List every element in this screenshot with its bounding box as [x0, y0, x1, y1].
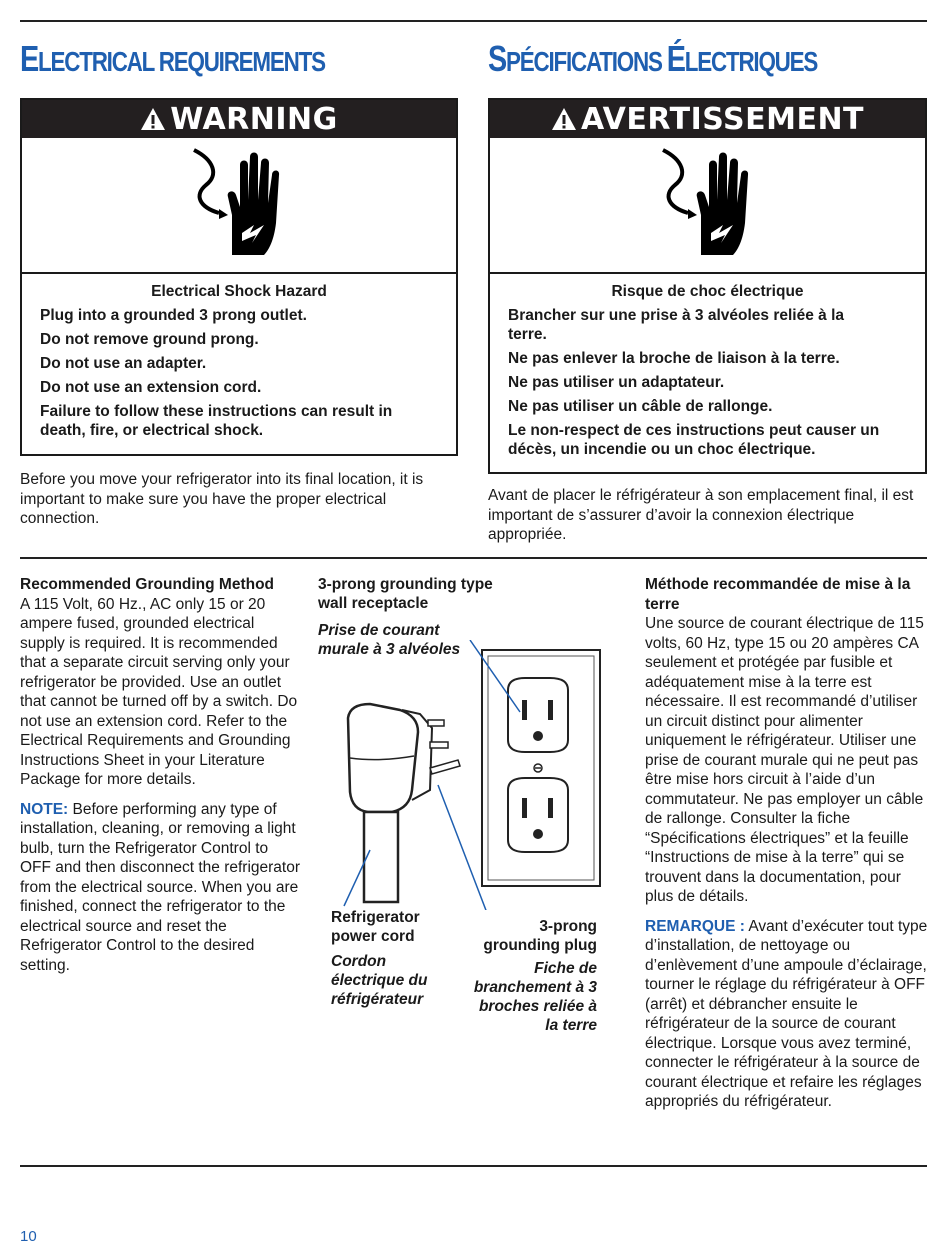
note-label: REMARQUE :: [645, 917, 745, 935]
top-rule: [20, 20, 927, 22]
french-title: SPÉCIFICATIONS ÉLECTRIQUES: [488, 38, 818, 79]
receptacle-label-fr: Prise de courant murale à 3 alvéoles: [318, 622, 461, 658]
method-heading: Recommended Grounding Method: [20, 576, 275, 593]
hazard-illustration: [22, 138, 456, 274]
warning-box-english: [20, 98, 458, 456]
middle-rule: [20, 557, 927, 559]
lower-outlet: [508, 778, 568, 852]
warning-line: Brancher sur une prise à 3 alvéoles reliée à la terre.: [508, 307, 845, 343]
intro-french: Avant de placer le réfrigérateur à son emplacement final, il est important de s’assurer d’avoir la connexion électrique appropriée.: [488, 487, 914, 543]
cord-label-en: Refrigerator power cord: [331, 909, 420, 945]
electric-shock-hand-icon: [184, 145, 294, 265]
bottom-rule: [20, 1165, 927, 1167]
warning-box-french: [488, 98, 927, 474]
warning-line: Do not use an extension cord.: [40, 379, 262, 396]
plug-and-receptacle-illustration: [330, 640, 610, 910]
plug-label-fr: Fiche de branchement à 3 broches reliée à la terre: [473, 960, 597, 1034]
warning-line: Ne pas utiliser un câble de rallonge.: [508, 398, 773, 415]
warning-line: Le non-respect de ces instructions peut causer un décès, un incendie ou un choc électrique.: [508, 422, 880, 458]
hazard-title: Risque de choc électrique: [611, 283, 804, 300]
receptacle-label-en: 3-prong grounding type wall receptacle: [318, 576, 493, 612]
note-body: Before performing any type of installation, cleaning, or removing a light bulb, turn the Refrigerator Control to OFF and then disconnect the refrigerator from the electrical source. When you are finished, connect the refrigerator to the electrical source and reset the Refrigerator Control to the desired setting.: [20, 800, 301, 974]
note-label: NOTE:: [20, 800, 69, 818]
warning-line: Ne pas utiliser un adaptateur.: [508, 374, 725, 391]
warning-header: WARNING: [22, 100, 456, 138]
warning-line: Ne pas enlever la broche de liaison à la terre.: [508, 350, 840, 367]
warning-line: Do not remove ground prong.: [40, 331, 259, 348]
note-body: Avant d’exécuter tout type d’installation, de nettoyage ou d’enlèvement d’une ampoule d’éclairage, tourner le réglage du réfrigérateur à OFF (arrêt) et débrancher ensuite le réfrigérateur de la source de courant électrique. Lorsque vous avez terminé, connecter le réfrigérateur à la source de courant électrique et refaire les réglages appropriés du réfrigérateur.: [645, 917, 928, 1110]
french-body: [645, 575, 930, 1122]
page-number: 10: [20, 1228, 37, 1245]
method-body: A 115 Volt, 60 Hz., AC only 15 or 20 ampere fused, grounded electrical supply is required. It is recommended that a separate circuit serving only your refrigerator be provided. Use an outlet that cannot be turned off by a switch. Do not use an extension cord. Refer to the Electrical Requirements and Grounding Instructions Sheet in your Literature Package for more details.: [20, 595, 298, 788]
intro-english: Before you move your refrigerator into its final location, it is important to make sure you have the proper electrical connection.: [20, 471, 424, 527]
grounding-plug: [348, 704, 460, 902]
plug-label-en: 3-prong grounding plug: [483, 918, 597, 954]
warning-header: AVERTISSEMENT: [490, 100, 925, 138]
cord-label-fr: Cordon électrique du réfrigérateur: [331, 953, 428, 1008]
warning-line: Failure to follow these instructions can result in death, fire, or electrical shock.: [40, 403, 393, 439]
hazard-illustration: [490, 138, 925, 274]
electric-shock-hand-icon: [653, 145, 763, 265]
upper-outlet: [508, 678, 568, 752]
english-title: ELECTRICAL REQUIREMENTS: [20, 38, 325, 79]
warning-triangle-icon: [551, 107, 577, 131]
english-body: [20, 575, 300, 985]
hazard-title: Electrical Shock Hazard: [151, 283, 327, 300]
warning-line: Do not use an adapter.: [40, 355, 207, 372]
method-heading: Méthode recommandée de mise à la terre: [645, 576, 911, 613]
warning-line: Plug into a grounded 3 prong outlet.: [40, 307, 307, 324]
warning-triangle-icon: [140, 107, 166, 131]
method-body: Une source de courant électrique de 115 volts, 60 Hz, type 15 ou 20 ampères CA seulement et protégée par fusible et adéquatement mise à la terre est nécessaire. Il est recommandé d’utiliser un circuit distinct pour alimenter uniquement le réfrigérateur. Utiliser une prise de courant murale qui ne peut pas être mise hors circuit à l’aide d’un commutateur. Ne pas employer un câble de rallonge. Consulter la fiche “Spécifications électriques” et la feuille “Instructions de mise à la terre” qui se trouvent dans la documentation, pour plus de détails.: [645, 615, 924, 905]
